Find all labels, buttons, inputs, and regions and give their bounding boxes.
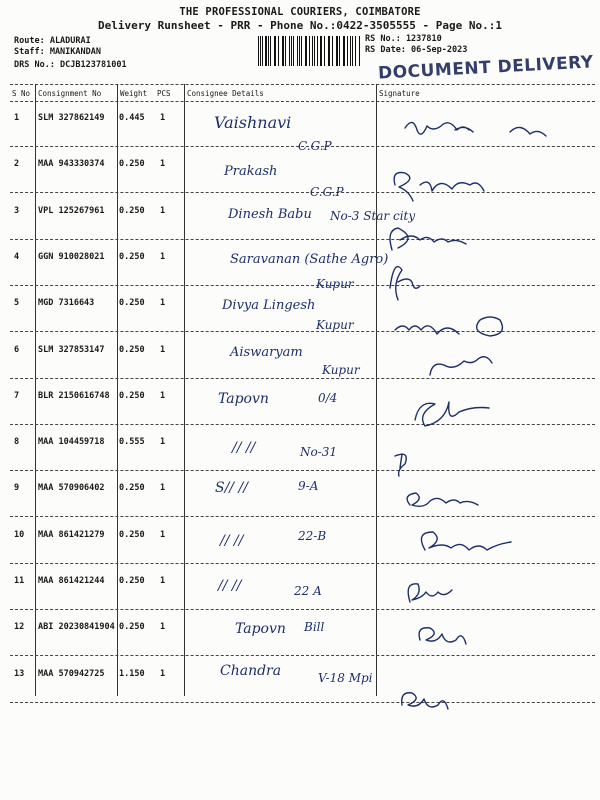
row-sno: 11: [14, 576, 25, 586]
row-signature: [407, 493, 478, 506]
row-pcs: 1: [160, 668, 166, 679]
row-sno: 6: [14, 344, 20, 355]
row-consignment-no: BLR 2150616748: [38, 390, 110, 401]
row-pcs: 1: [160, 298, 166, 309]
col-header-weight: Weight: [120, 89, 148, 98]
document-delivery-stamp: DOCUMENT DELIVERY: [377, 52, 595, 84]
row-consignee-note: Kupur: [316, 318, 354, 332]
row-consignment-no: MAA 570906402: [38, 483, 105, 494]
row-weight: 0.250: [119, 344, 145, 355]
row-consignee-note: C.G.P: [310, 185, 344, 199]
row-pcs: 1: [160, 251, 166, 262]
row-signature: [415, 402, 489, 426]
row-weight: 1.150: [119, 668, 145, 679]
row-weight: 0.250: [119, 483, 145, 494]
row-consignment-no: MAA 861421244: [38, 576, 105, 586]
row-pcs: 1: [160, 344, 166, 355]
row-consignee-name: Tapovn: [235, 621, 286, 637]
row-consignee-note: Bill: [304, 620, 325, 634]
row-consignee-name: Chandra: [220, 663, 282, 679]
row-weight: 0.250: [119, 529, 145, 540]
row-consignment-no: MAA 104459718: [38, 437, 105, 448]
row-consignee-note: No-31: [300, 445, 338, 459]
row-weight: 0.555: [119, 437, 145, 448]
row-consignee-name: Tapovn: [218, 391, 269, 407]
row-signature: [395, 454, 406, 476]
row-sno: 12: [14, 622, 25, 633]
row-sno: 2: [14, 159, 20, 170]
row-weight: 0.445: [119, 113, 145, 123]
row-consignment-no: MAA 570942725: [38, 668, 105, 679]
company-title: THE PROFESSIONAL COURIERS, COIMBATORE: [179, 6, 421, 18]
row-pcs: 1: [160, 390, 166, 401]
row-sno: 9: [14, 483, 20, 494]
row-consignee-note: 22 A: [294, 584, 322, 598]
col-header-consignment: Consignment No: [38, 89, 102, 98]
row-consignee-note: C.G.P: [298, 139, 332, 153]
row-signature: [395, 317, 502, 336]
row-consignment-no: MGD 7316643: [38, 298, 95, 309]
row-signature: [421, 532, 511, 550]
row-consignee-note: Kupur: [322, 363, 360, 377]
col-header-consignee: Consignee Details: [187, 89, 264, 98]
row-consignee-note: Kupur: [316, 277, 354, 291]
row-pcs: 1: [160, 113, 166, 123]
row-consignee-name: // //: [232, 440, 256, 456]
row-consignee-name: Dinesh Babu: [228, 207, 312, 222]
row-pcs: 1: [160, 159, 166, 170]
row-consignee-note: V-18 Mpi: [318, 671, 373, 685]
col-header-sno: S No: [12, 89, 31, 98]
row-consignee-note: No-3 Star city: [330, 209, 416, 223]
row-consignee-name: Vaishnavi: [214, 113, 292, 132]
runsheet-subtitle: Delivery Runsheet - PRR - Phone No.:0422-3505555 - Page No.:1: [98, 19, 502, 32]
rs-date: RS Date: 06-Sep-2023: [365, 45, 468, 55]
staff-label: Staff: MANIKANDAN: [14, 47, 101, 57]
row-signature: [394, 173, 484, 202]
row-consignee-name: // //: [218, 578, 242, 594]
row-sno: 7: [14, 390, 20, 401]
row-consignee-name: Divya Lingesh: [222, 298, 316, 313]
rs-number: RS No.: 1237810: [365, 34, 442, 44]
row-weight: 0.250: [119, 576, 145, 586]
row-signature: [419, 628, 466, 644]
row-consignment-no: SLM 327853147: [38, 344, 105, 355]
row-weight: 0.250: [119, 159, 145, 170]
row-sno: 1: [14, 113, 20, 123]
row-signature: [390, 267, 420, 300]
col-header-signature: Signature: [379, 89, 420, 98]
row-signature: [408, 584, 452, 602]
row-sno: 8: [14, 437, 20, 448]
row-weight: 0.250: [119, 251, 145, 262]
row-consignee-name: Prakash: [224, 164, 278, 179]
row-sno: 5: [14, 298, 20, 309]
row-sno: 4: [14, 251, 20, 262]
row-pcs: 1: [160, 529, 166, 540]
row-consignment-no: MAA 943330374: [38, 159, 105, 170]
row-consignee-name: // //: [220, 533, 244, 549]
row-consignee-name: S// //: [215, 480, 248, 496]
row-consignment-no: GGN 910028021: [38, 251, 105, 262]
row-signature: [402, 693, 448, 709]
row-consignee-note: 22-B: [298, 529, 327, 543]
row-consignment-no: VPL 125267961: [38, 205, 105, 216]
row-consignee-note: 9-A: [298, 479, 319, 493]
row-sno: 10: [14, 529, 25, 540]
row-consignee-name: Aiswaryam: [230, 345, 303, 360]
row-weight: 0.250: [119, 205, 145, 216]
row-weight: 0.250: [119, 622, 145, 633]
row-weight: 0.250: [119, 390, 145, 401]
row-weight: 0.250: [119, 298, 145, 309]
row-consignee-note: 0/4: [318, 391, 338, 405]
row-sno: 13: [14, 668, 25, 679]
row-consignment-no: ABI 20230841904: [38, 622, 115, 633]
row-pcs: 1: [160, 483, 166, 494]
route-label: Route: ALADURAI: [14, 36, 91, 46]
row-consignment-no: SLM 327862149: [38, 113, 105, 123]
drs-label: DRS No.: DCJB123781001: [14, 60, 127, 70]
row-pcs: 1: [160, 576, 166, 586]
row-pcs: 1: [160, 205, 166, 216]
row-pcs: 1: [160, 622, 166, 633]
row-signature: [390, 228, 466, 250]
col-header-pcs: PCS: [157, 89, 171, 98]
row-sno: 3: [14, 205, 20, 216]
row-consignee-name: Saravanan (Sathe Agro): [230, 252, 389, 267]
row-signature: [405, 122, 546, 136]
row-consignment-no: MAA 861421279: [38, 529, 105, 540]
row-signature: [430, 357, 492, 375]
row-pcs: 1: [160, 437, 166, 448]
